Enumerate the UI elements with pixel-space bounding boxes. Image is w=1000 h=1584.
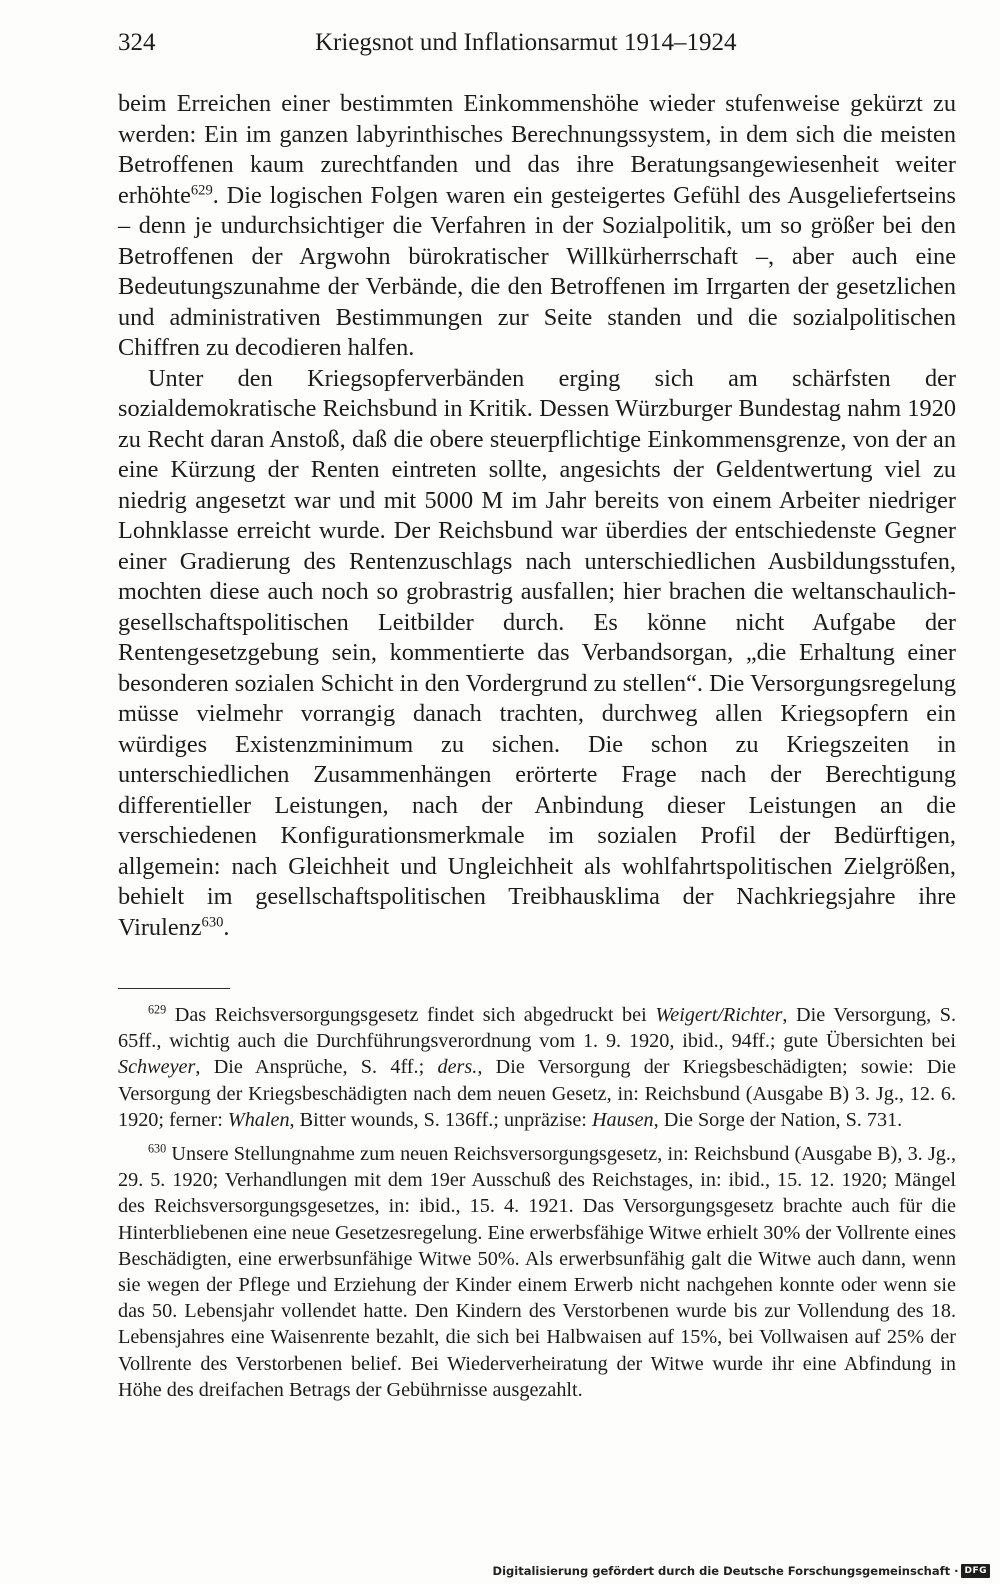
footnote-number: 629 [148, 1002, 167, 1017]
footnote-number: 630 [148, 1141, 167, 1156]
paragraph-text: . Die logischen Folgen waren ein gesteigertes Gefühl des Ausgeliefertseins – denn je undurchsichtiger die Verfahren in der Sozialpolitik, um so größer bei den Betroffenen der Argwohn bürokratischer Willkürherrschaft –, aber auch eine Bedeutungszunahme der Verbände, die den Betroffenen im Irrgarten der gesetzlichen und administrativen Bestimmungen zur Seite standen und die sozialpolitischen Chiffren zu decodieren halfen. [118, 181, 956, 361]
footnote-reference[interactable]: 630 [201, 913, 224, 930]
footnote-text: , Bitter wounds, S. 136ff.; unpräzise: [289, 1108, 592, 1131]
paragraph [118, 89, 956, 364]
paragraph-text: beim Erreichen einer bestimmten Einkommenshöhe wieder stufenweise gekürzt zu werden: Ein im ganzen labyrinthisches Berechnungssystem, in dem sich die meisten Betroffenen kaum zurechtfanden und das ihre Beratungsangewiesenheit weiter erhöhte [118, 90, 956, 209]
footnote [118, 1002, 956, 1133]
footnote [118, 1141, 956, 1403]
paragraph-text: . [223, 913, 230, 941]
digitization-credit [493, 1562, 990, 1580]
running-title: Kriegsnot und Inflationsarmut 1914–1924 [315, 29, 737, 56]
footnotes [118, 1002, 956, 1403]
footnote-text: Unsere Stellungnahme zum neuen Reichsversorgungsgesetz, in: Reichsbund (Ausgabe B), 3. Jg., 29. 5. 1920; Verhandlungen mit dem 19er Ausschuß des Reichstages, in: ibid., 15. 12. 1920; Mängel des Reichsversorgungsgesetzes, in: ibid., 15. 4. 1921. Das Versorgungsgesetz brachte auch für die Hinterbliebenen eine neue Gesetzesregelung. Eine erwerbsfähige Witwe erhielt 30% der Vollrente eines Beschädigten, eine erwerbsunfähige Witwe 50%. Als erwerbsunfähig galt die Witwe auch dann, wenn sie wegen der Pflege und Erziehung der Kinder einem Erwerb nicht nachgehen konnte oder wenn sie das 50. Lebensjahr vollendet hatte. Den Kindern des Verstorbenen wurde bis zur Vollendung des 18. Lebensjahres eine Waisenrente bezahlt, die sich bei Halbwaisen auf 15%, bei Vollwaisen auf 25% der Vollrente des Verstorbenen belief. Bei Wiederverheiratung der Witwe wurde ihr eine Abfindung in Höhe des dreifachen Betrags der Gebührnisse ausgezahlt. [118, 1143, 956, 1401]
paragraph-text: Unter den Kriegsopferverbänden erging sich am schärfsten der sozialdemokratische Reichsbund in Kritik. Dessen Würzburger Bundestag nahm 1920 zu Recht daran Anstoß, daß die obere steuerpflichtige Einkommensgrenze, von der an eine Kürzung der Renten eintreten sollte, angesichts der Geldentwertung viel zu niedrig angesetzt war und mit 5000 M im Jahr bereits von einem Arbeiter niedriger Lohnklasse erreicht wurde. Der Reichsbund war überdies der entschiedenste Gegner einer Gradierung des Rentenzuschlags nach unterschiedlichen Ausbildungsstufen, mochten diese auch noch so grobrastrig ausfallen; hier brachen die weltanschaulich-gesellschaftspolitischen Leitbilder durch. Es könne nicht Aufgabe der Rentengesetzgebung sein, kommentierte das Verbandsorgan, „die Erhaltung einer besonderen sozialen Schicht in den Vordergrund zu stellen“. Die Versorgungsregelung müsse vielmehr vorrangig danach trachten, durchweg allen Kriegsopfern ein würdiges Existenzminimum zu sichen. Die schon zu Kriegszeiten in unterschiedlichen Zusammenhängen erörterte Frage nach der Berechtigung differentieller Leistungen, nach der Anbindung dieser Leistungen an die verschiedenen Konfigurationsmerkmale im sozialen Profil der Bedürftigen, allgemein: nach Gleichheit und Ungleichheit als wohlfahrtspolitischen Zielgrößen, behielt im gesellschaftspolitischen Treibhausklima der Nachkriegsjahre ihre Virulenz [118, 364, 956, 941]
author-name: Weigert/Richter [655, 1004, 783, 1026]
footnote-text: , Die Sorge der Nation, S. 731. [653, 1108, 903, 1131]
author-name: Whalen [227, 1108, 290, 1131]
author-name: Hausen [591, 1108, 654, 1131]
author-name: ders. [437, 1056, 478, 1079]
footnote-text: , Die Versorgung, S. 65ff., wichtig auch die Durchführungsverordnung vom 1. 9. 1920, ibid., 94ff.; gute Übersichten bei [118, 1004, 956, 1053]
credit-text: Digitalisierung gefördert durch die Deutsche Forschungsgemeinschaft · [492, 1564, 959, 1578]
paragraph [118, 364, 956, 944]
body-text [118, 89, 956, 943]
page-number: 324 [118, 29, 156, 56]
footnote-text: , Die Versorgung der Kriegsbeschädigten; sowie: Die Versorgung der Kriegsbeschädigten nach dem neuen Gesetz, in: Reichsbund (Ausgabe B) 3. Jg., 12. 6. 1920; ferner: [118, 1056, 957, 1131]
running-head [118, 26, 956, 60]
footnote-text: , Die Ansprüche, S. 4ff.; [195, 1056, 438, 1079]
dfg-logo: DFG [961, 1564, 990, 1578]
footnote-reference[interactable]: 629 [190, 181, 213, 198]
author-name: Schweyer [118, 1056, 196, 1079]
footnote-text: Das Reichsversorgungsgesetz findet sich abgedruckt bei [166, 1004, 656, 1026]
footnote-separator [118, 988, 230, 989]
